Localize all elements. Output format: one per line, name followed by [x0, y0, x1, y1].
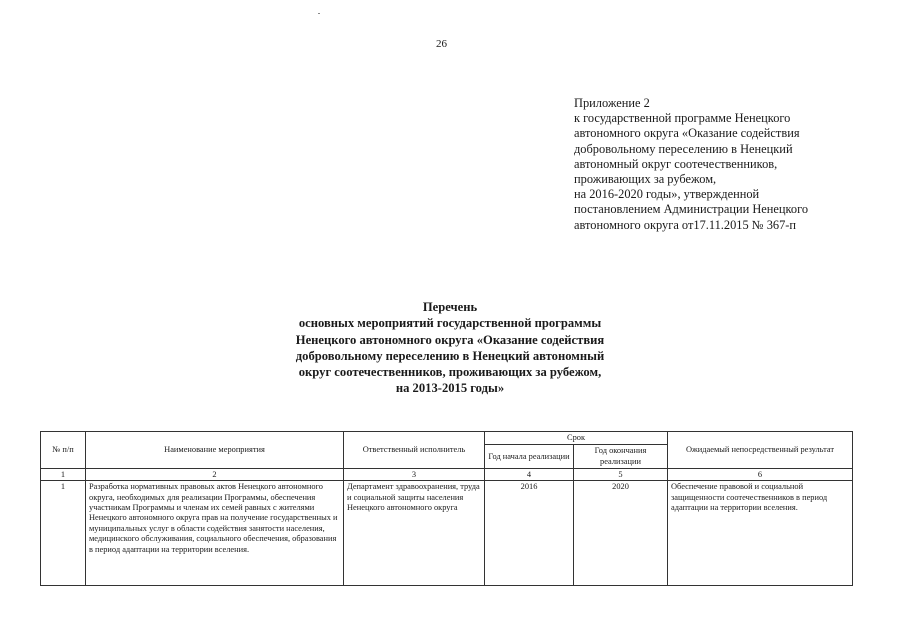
header-term: Срок — [485, 432, 668, 445]
document-title — [230, 299, 670, 397]
cell-result: Обеспечение правовой и социальной защищенности соотечественников в период адаптации на территории вселения. — [668, 481, 853, 586]
title-line: добровольному переселению в Ненецкий автономный — [295, 348, 605, 363]
cell-executor: Департамент здравоохранения, труда и социальной защиты населения Ненецкого автономного округа — [344, 481, 485, 586]
cell-name: Разработка нормативных правовых актов Ненецкого автономного округа, необходимых для реализации Программы, обеспечения участникам Программы и членам их семей равных с жителями Ненецкого автономного округа прав на получение государственных и муниципальных услуг в области содействия занятости населения, медицинского обслуживания, социального обеспечения, образования в период адаптации на территории вселения. — [86, 481, 344, 586]
appendix-line: автономного округа от17.11.2015 № 367-п — [574, 217, 797, 232]
page-number: 26 — [436, 38, 447, 50]
title-line: на 2013-2015 годы» — [395, 381, 505, 396]
appendix-line: автономного округа «Оказание содействия — [574, 126, 800, 141]
title-line: Перечень — [422, 300, 478, 314]
title-line: округ соотечественников, проживающих за рубежом, — [298, 365, 602, 380]
header-end: Год окончания реализации — [574, 445, 668, 469]
column-number-row — [41, 469, 853, 481]
appendix-line: Приложение 2 — [574, 96, 650, 110]
title-line: Ненецкого автономного округа «Оказание содействия — [295, 332, 605, 347]
header-executor: Ответственный исполнитель — [344, 432, 485, 469]
appendix-line: постановлением Администрации Ненецкого — [574, 202, 809, 217]
title-line: основных мероприятий государственной программы — [298, 316, 602, 331]
table-header-row — [41, 432, 853, 445]
cell-start: 2016 — [485, 481, 574, 586]
column-number: 4 — [485, 469, 574, 481]
header-num: № п/п — [41, 432, 86, 469]
table-row — [41, 481, 853, 586]
column-number: 3 — [344, 469, 485, 481]
appendix-line: автономный округ соотечественников, — [574, 156, 778, 171]
column-number: 6 — [668, 469, 853, 481]
cell-end: 2020 — [574, 481, 668, 586]
column-number: 2 — [86, 469, 344, 481]
appendix-note — [574, 96, 874, 233]
column-number: 1 — [41, 469, 86, 481]
header-start: Год начала реализации — [485, 445, 574, 469]
scan-speck — [318, 13, 320, 14]
appendix-line: на 2016-2020 годы», утвержденной — [574, 187, 760, 202]
header-name: Наименование мероприятия — [86, 432, 344, 469]
cell-num: 1 — [41, 481, 86, 586]
appendix-line: проживающих за рубежом, — [574, 172, 717, 187]
column-number: 5 — [574, 469, 668, 481]
appendix-line: добровольному переселению в Ненецкий — [574, 141, 793, 156]
header-result: Ожидаемый непосредственный результат — [668, 432, 853, 469]
measures-table — [40, 431, 853, 586]
appendix-line: к государственной программе Ненецкого — [574, 111, 791, 126]
